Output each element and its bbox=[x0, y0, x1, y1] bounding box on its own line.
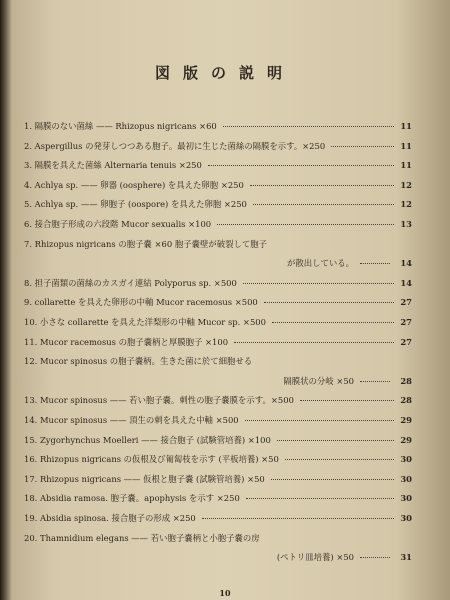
leader-dots bbox=[331, 146, 394, 147]
entry-text: (ペトリ皿培養) ×50 bbox=[276, 552, 354, 563]
entry-row bbox=[24, 177, 412, 193]
entry-row bbox=[24, 157, 412, 173]
leader-dots bbox=[208, 165, 394, 166]
page-title: 図版の説明 bbox=[154, 64, 295, 82]
entry-text: 8. 担子菌類の菌絲のカスガイ連結 Polyporus sp. ×500 bbox=[24, 277, 237, 288]
entry-text: 7. Rhizopus nigricans の胞子嚢 ×60 胞子嚢壁が破裂して胞子 bbox=[24, 238, 267, 249]
entry-page-number: 14 bbox=[400, 258, 412, 269]
entry-row bbox=[24, 334, 412, 350]
entry-page-number: 31 bbox=[400, 552, 412, 563]
entry-text: 3. 隔膜を具えた菌絲 Alternaria tenuis ×250 bbox=[24, 160, 202, 171]
entry-row bbox=[24, 490, 412, 506]
leader-dots bbox=[253, 204, 394, 205]
entry-page-number: 27 bbox=[400, 297, 412, 308]
entry-row bbox=[24, 412, 412, 428]
entry-row bbox=[24, 432, 412, 448]
entry-text: 5. Achlya sp. —— 卵胞子 (oospore) を具えた卵胞 ×250 bbox=[24, 199, 247, 210]
leader-dots bbox=[360, 557, 390, 558]
page-number: 10 bbox=[219, 588, 231, 598]
entry-text: 4. Achlya sp. —— 卵器 (oosphere) を具えた卵胞 ×250 bbox=[24, 179, 244, 190]
entry-text: 18. Absidia ramosa. 胞子嚢。apophysis を示す ×250 bbox=[24, 493, 240, 504]
leader-dots bbox=[246, 498, 394, 499]
entry-row bbox=[24, 196, 412, 212]
leader-dots bbox=[300, 400, 394, 401]
entry-page-number: 30 bbox=[400, 493, 412, 504]
leader-dots bbox=[277, 440, 394, 441]
entry-text: 19. Absidia spinosa. 接合胞子の形成 ×250 bbox=[24, 513, 196, 523]
leader-dots bbox=[217, 224, 394, 225]
leader-dots bbox=[202, 518, 394, 519]
entry-row bbox=[24, 510, 412, 526]
leader-dots bbox=[272, 322, 394, 323]
entry-text: 13. Mucor spinosus —— 若い胞子嚢。刺性の胞子嚢膜を示す。×500 bbox=[24, 395, 294, 406]
leader-dots bbox=[245, 420, 394, 421]
entry-page-number: 30 bbox=[400, 454, 412, 465]
entry-text: 20. Thamnidium elegans —— 若い胞子嚢柄と小胞子嚢の房 bbox=[24, 532, 260, 543]
entry-text: 1. 隔膜のない菌絲 —— Rhizopus nigricans ×60 bbox=[24, 121, 217, 131]
entry-page-number: 29 bbox=[400, 434, 412, 445]
entry-text: 16. Rhizopus nigricans の仮根及び匍匐枝を示す (平板培養) ×50 bbox=[24, 454, 279, 465]
entry-page-number: 28 bbox=[400, 375, 412, 386]
entry-page-number: 14 bbox=[400, 277, 412, 288]
entry-page-number: 29 bbox=[400, 415, 412, 425]
entry-text: が散出している。 bbox=[287, 258, 354, 269]
entry-text: 6. 接合胞子形成の六段階 Mucor sexualis ×100 bbox=[24, 219, 212, 229]
entry-page-number: 11 bbox=[400, 121, 412, 131]
leader-dots bbox=[264, 302, 394, 303]
entry-row bbox=[24, 294, 412, 310]
leader-dots bbox=[360, 381, 390, 382]
entry-continuation bbox=[24, 255, 412, 271]
leader-dots bbox=[360, 263, 390, 264]
entry-page-number: 13 bbox=[400, 219, 412, 229]
entry-text: 2. Aspergillus の発芽しつつある胞子。最初に生じた菌絲の隔膜を示す。×250 bbox=[24, 140, 326, 151]
entry-row bbox=[24, 353, 412, 369]
leader-dots bbox=[223, 126, 394, 127]
leader-dots bbox=[243, 283, 394, 284]
entry-page-number: 27 bbox=[400, 317, 412, 327]
leader-dots bbox=[271, 479, 394, 480]
entry-row bbox=[24, 275, 412, 291]
entry-text: 9. collarette を具えた卵形の中軸 Mucor racemosus ×500 bbox=[24, 297, 258, 308]
entry-row bbox=[24, 138, 412, 154]
entry-row bbox=[24, 314, 412, 330]
entry-row bbox=[24, 216, 412, 232]
entry-text: 15. Zygorhynchus Moelleri —— 接合胞子 (試験管培養) ×100 bbox=[24, 434, 271, 445]
entry-page-number: 30 bbox=[400, 513, 412, 523]
entry-text: 14. Mucor spinosus —— 頂生の刺を具えた中軸 ×500 bbox=[24, 415, 239, 425]
entry-text: 17. Rhizopus nigricans —— 仮根と胞子嚢 (試験管培養) ×50 bbox=[24, 473, 265, 484]
entry-page-number: 11 bbox=[400, 160, 412, 171]
entry-text: 隔膜状の分岐 ×50 bbox=[283, 375, 354, 386]
entry-row bbox=[24, 118, 412, 134]
leader-dots bbox=[234, 342, 394, 343]
leader-dots bbox=[250, 185, 394, 186]
entry-row bbox=[24, 471, 412, 487]
entry-row bbox=[24, 392, 412, 408]
entry-page-number: 28 bbox=[400, 395, 412, 406]
entry-page-number: 30 bbox=[400, 473, 412, 484]
entry-row bbox=[24, 530, 412, 546]
entry-page-number: 27 bbox=[400, 336, 412, 347]
entry-text: 11. Mucor racemosus の胞子嚢柄と厚膜胞子 ×100 bbox=[24, 336, 229, 347]
entry-page-number: 12 bbox=[400, 199, 412, 210]
entry-page-number: 11 bbox=[400, 140, 412, 151]
entry-page-number: 12 bbox=[400, 179, 412, 190]
entry-text: 12. Mucor spinosus の胞子嚢柄。生きた菌に於て細胞せる bbox=[24, 356, 253, 367]
entry-text: 10. 小さな collarette を具えた洋梨形の中軸 Mucor sp. ×500 bbox=[24, 317, 266, 327]
leader-dots bbox=[285, 459, 394, 460]
entry-row bbox=[24, 451, 412, 467]
entry-row bbox=[24, 236, 412, 252]
entry-continuation bbox=[24, 549, 412, 565]
entry-continuation bbox=[24, 373, 412, 389]
